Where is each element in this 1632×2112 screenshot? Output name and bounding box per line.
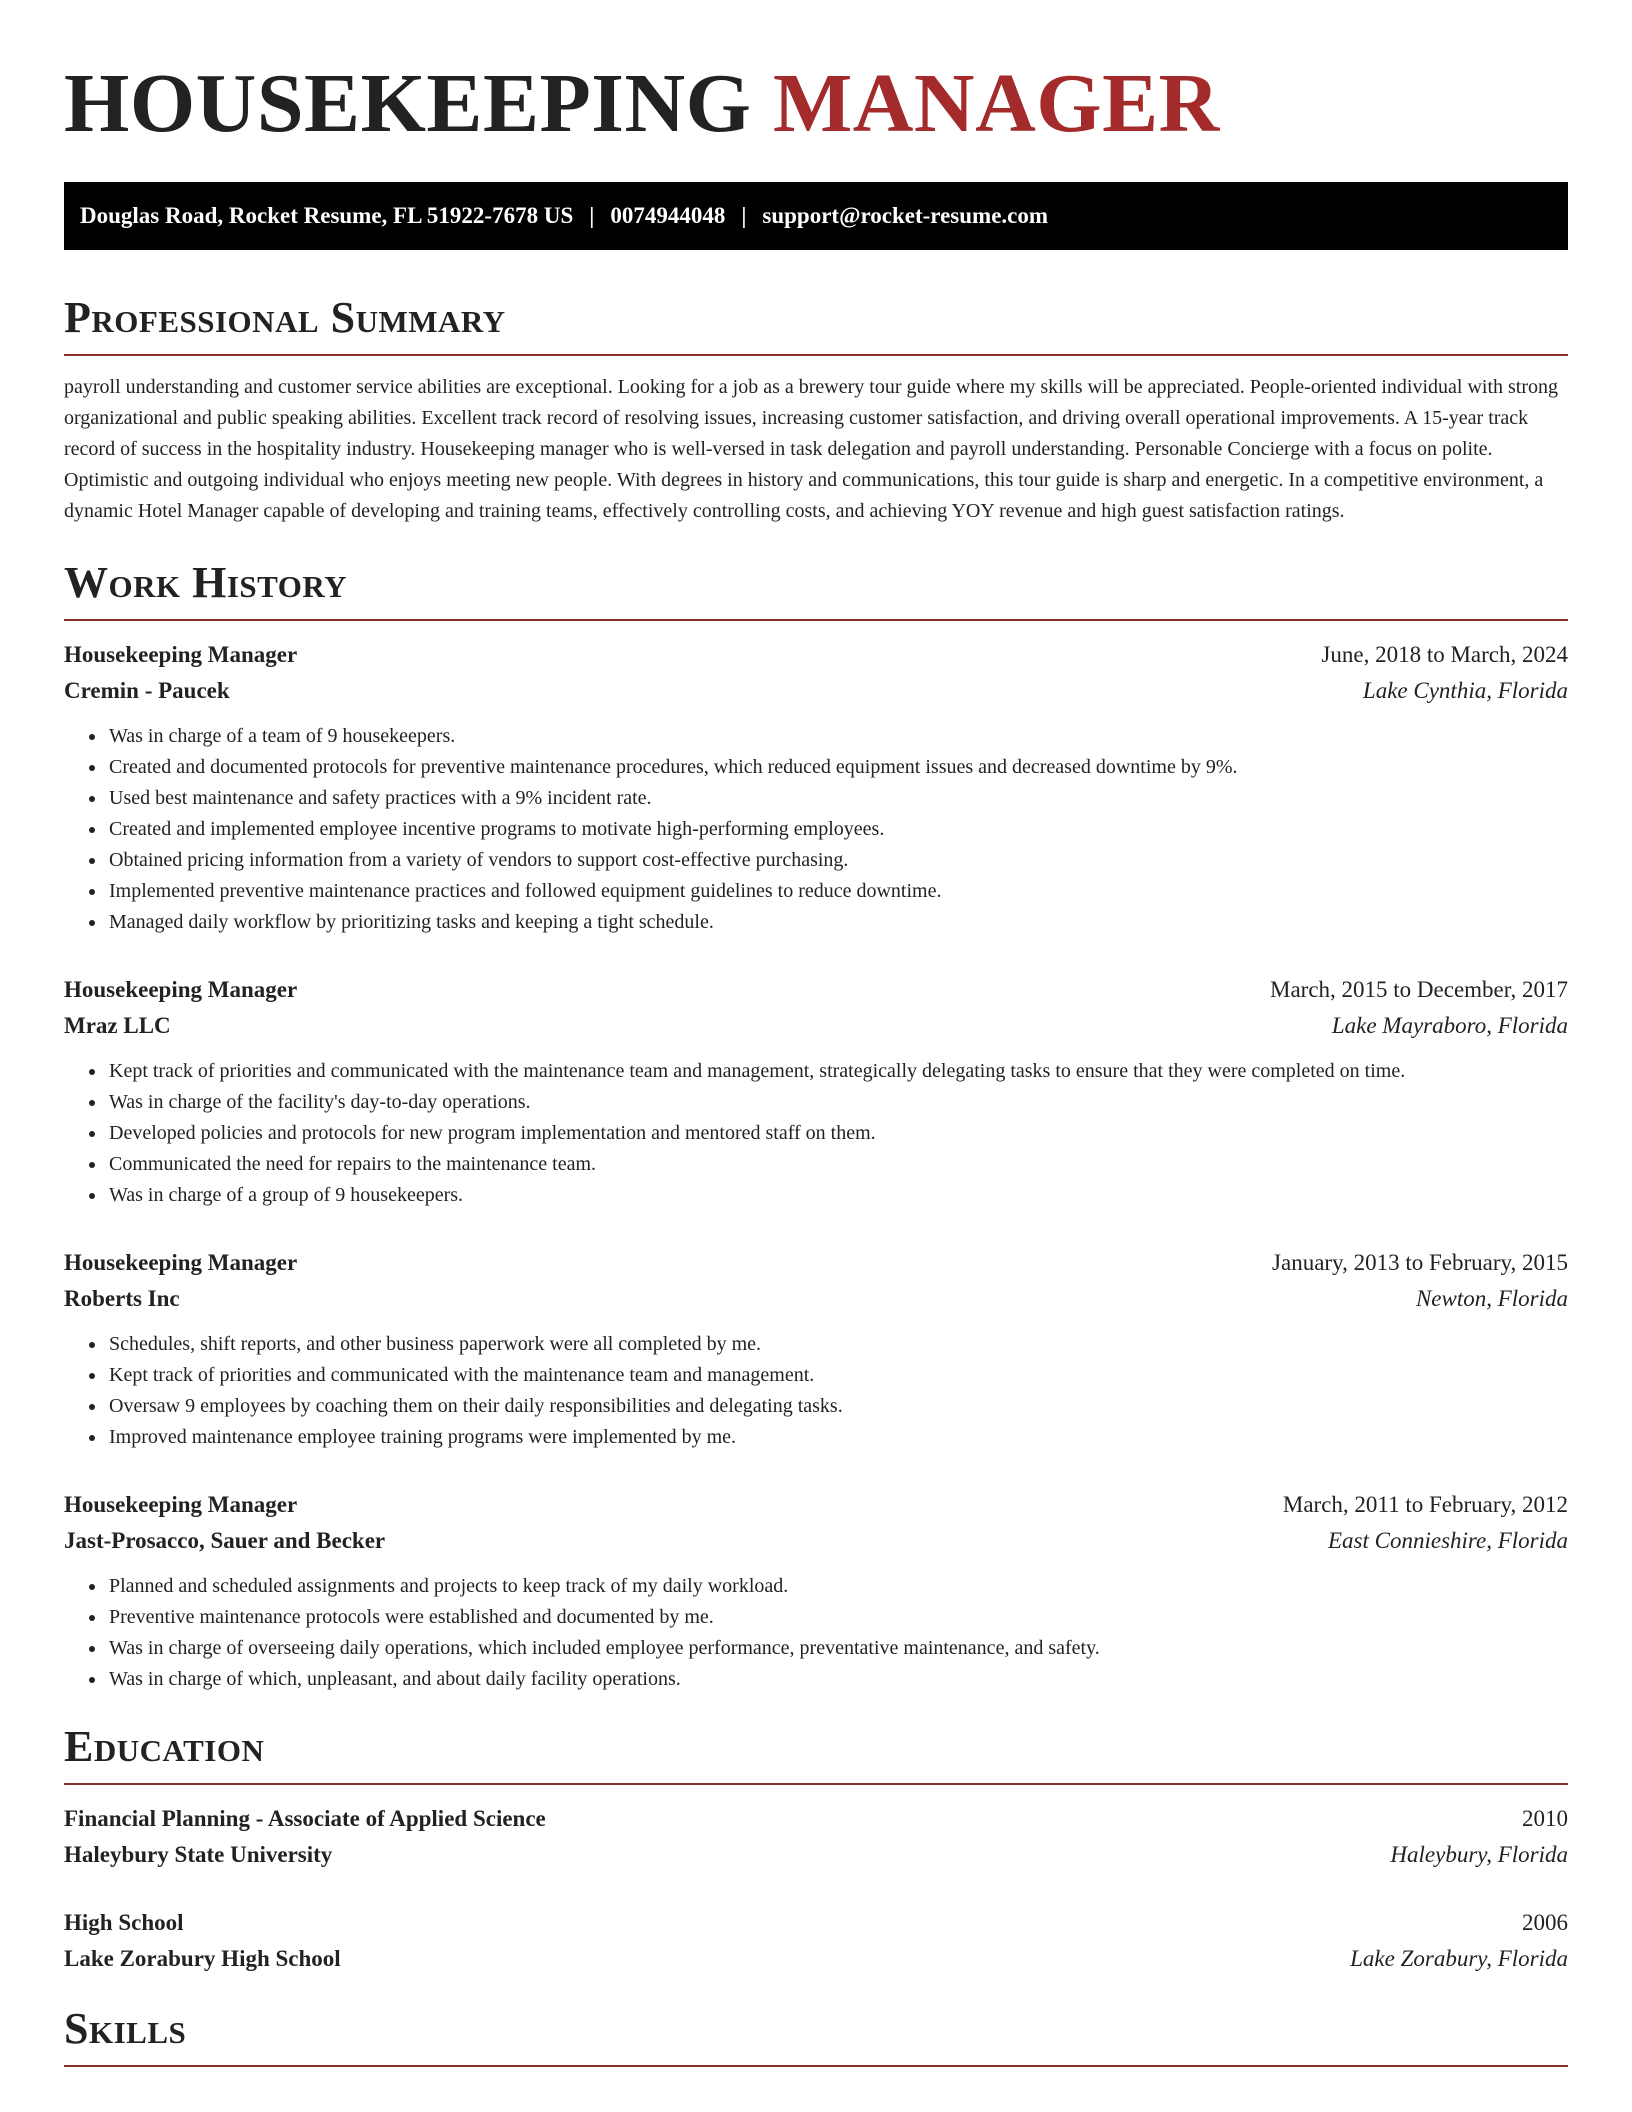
section-divider bbox=[64, 1783, 1568, 1785]
job-bullet: • Created and documented protocols for preventive maintenance procedures, which reduced equipment issues and decreased downtime by 9%. bbox=[107, 752, 1568, 783]
job-bullet: • Was in charge of the facility's day-to-day operations. bbox=[107, 1087, 1568, 1118]
job-bullet: • Planned and scheduled assignments and projects to keep track of my daily workload. bbox=[107, 1571, 1568, 1602]
education-entry bbox=[64, 1905, 1568, 1977]
contact-phone: 0074944048 bbox=[610, 203, 726, 228]
contact-email: support@rocket-resume.com bbox=[762, 203, 1049, 228]
section-divider bbox=[64, 354, 1568, 356]
job-bullet: • Was in charge of overseeing daily operations, which included employee performance, preventative maintenance, and safety. bbox=[107, 1633, 1568, 1664]
education-degree: Financial Planning - Associate of Applied Science bbox=[64, 1806, 546, 1831]
job-entry bbox=[64, 972, 1568, 1211]
education-location: Haleybury, Florida bbox=[1390, 1842, 1568, 1867]
job-location: Lake Mayraboro, Florida bbox=[1331, 1013, 1568, 1038]
education-year: 2010 bbox=[1522, 1806, 1568, 1831]
job-bullet: • Was in charge of a group of 9 housekeepers. bbox=[107, 1180, 1568, 1211]
job-bullet-list bbox=[64, 1056, 1568, 1211]
education-school: Haleybury State University bbox=[64, 1842, 333, 1867]
work-history-section bbox=[64, 557, 1568, 1695]
job-bullet-list bbox=[64, 1329, 1568, 1453]
job-bullet: • Improved maintenance employee training programs were implemented by me. bbox=[107, 1422, 1568, 1453]
job-role: Housekeeping Manager bbox=[64, 977, 298, 1002]
job-company: Jast-Prosacco, Sauer and Becker bbox=[64, 1528, 386, 1553]
job-role: Housekeeping Manager bbox=[64, 1250, 298, 1275]
contact-separator: | bbox=[589, 203, 595, 228]
job-bullet: • Communicated the need for repairs to the maintenance team. bbox=[107, 1149, 1568, 1180]
resume-name-heading bbox=[64, 58, 1568, 150]
job-dates: January, 2013 to February, 2015 bbox=[1272, 1250, 1568, 1275]
job-bullet: • Obtained pricing information from a variety of vendors to support cost-effective purchasing. bbox=[107, 845, 1568, 876]
job-location: Newton, Florida bbox=[1415, 1286, 1568, 1311]
education-location: Lake Zorabury, Florida bbox=[1350, 1946, 1568, 1971]
section-divider bbox=[64, 619, 1568, 621]
job-bullet: • Developed policies and protocols for new program implementation and mentored staff on them. bbox=[107, 1118, 1568, 1149]
section-divider bbox=[64, 2065, 1568, 2067]
education-degree: High School bbox=[64, 1910, 184, 1935]
job-bullet: • Created and implemented employee incentive programs to motivate high-performing employees. bbox=[107, 814, 1568, 845]
job-company: Cremin - Paucek bbox=[64, 678, 230, 703]
job-entry bbox=[64, 1487, 1568, 1695]
section-title-education: Education bbox=[64, 1722, 265, 1771]
job-bullet: • Preventive maintenance protocols were established and documented by me. bbox=[107, 1602, 1568, 1633]
job-role: Housekeeping Manager bbox=[64, 642, 298, 667]
job-location: Lake Cynthia, Florida bbox=[1362, 678, 1568, 703]
contact-address: Douglas Road, Rocket Resume, FL 51922-7678 US bbox=[80, 203, 574, 228]
summary-section bbox=[64, 292, 1568, 527]
job-entry bbox=[64, 637, 1568, 938]
job-entry bbox=[64, 1245, 1568, 1453]
job-bullet: • Was in charge of a team of 9 housekeepers. bbox=[107, 721, 1568, 752]
contact-bar bbox=[64, 182, 1568, 250]
name-second-word: MANAGER bbox=[772, 57, 1220, 150]
summary-text: payroll understanding and customer service abilities are exceptional. Looking for a job as a brewery tour guide where my skills will be appreciated. People-oriented individual with strong organizational and public speaking abilities. Excellent track record of resolving issues, increasing customer satisfaction, and driving overall operational improvements. A 15-year track record of success in the hospitality industry. Housekeeping manager who is well-versed in task delegation and payroll understanding. Personable Concierge with a focus on polite. Optimistic and outgoing individual who enjoys meeting new people. With degrees in history and communications, this tour guide is sharp and energetic. In a competitive environment, a dynamic Hotel Manager capable of developing and training teams, effectively controlling costs, and achieving YOY revenue and high guest satisfaction ratings. bbox=[64, 376, 1559, 522]
job-dates: March, 2015 to December, 2017 bbox=[1270, 977, 1568, 1002]
job-dates: June, 2018 to March, 2024 bbox=[1321, 642, 1568, 667]
job-bullet: • Kept track of priorities and communicated with the maintenance team and management. bbox=[107, 1360, 1568, 1391]
job-company: Mraz LLC bbox=[64, 1013, 171, 1038]
section-title-skills: Skills bbox=[64, 2004, 187, 2053]
job-bullet: • Schedules, shift reports, and other business paperwork were all completed by me. bbox=[107, 1329, 1568, 1360]
job-bullet: • Kept track of priorities and communicated with the maintenance team and management, strategically delegating tasks to ensure that they were completed on time. bbox=[107, 1056, 1568, 1087]
section-title-summary: Professional Summary bbox=[64, 293, 506, 342]
job-bullet: • Was in charge of which, unpleasant, and about daily facility operations. bbox=[107, 1664, 1568, 1695]
contact-separator: | bbox=[741, 203, 747, 228]
job-bullet-list bbox=[64, 1571, 1568, 1695]
job-dates: March, 2011 to February, 2012 bbox=[1282, 1492, 1568, 1517]
name-first-word: HOUSEKEEPING bbox=[64, 57, 752, 150]
job-location: East Connieshire, Florida bbox=[1327, 1528, 1568, 1553]
education-school: Lake Zorabury High School bbox=[64, 1946, 341, 1971]
education-entry bbox=[64, 1801, 1568, 1873]
education-year: 2006 bbox=[1522, 1910, 1568, 1935]
job-bullet: • Implemented preventive maintenance practices and followed equipment guidelines to reduce downtime. bbox=[107, 876, 1568, 907]
skills-section bbox=[64, 2003, 1568, 2067]
job-bullet: • Used best maintenance and safety practices with a 9% incident rate. bbox=[107, 783, 1568, 814]
education-section bbox=[64, 1721, 1568, 1977]
job-company: Roberts Inc bbox=[64, 1286, 180, 1311]
job-bullet: • Managed daily workflow by prioritizing tasks and keeping a tight schedule. bbox=[107, 907, 1568, 938]
job-bullet-list bbox=[64, 721, 1568, 938]
job-role: Housekeeping Manager bbox=[64, 1492, 298, 1517]
job-bullet: • Oversaw 9 employees by coaching them on their daily responsibilities and delegating tasks. bbox=[107, 1391, 1568, 1422]
section-title-work-history: Work History bbox=[64, 558, 348, 607]
